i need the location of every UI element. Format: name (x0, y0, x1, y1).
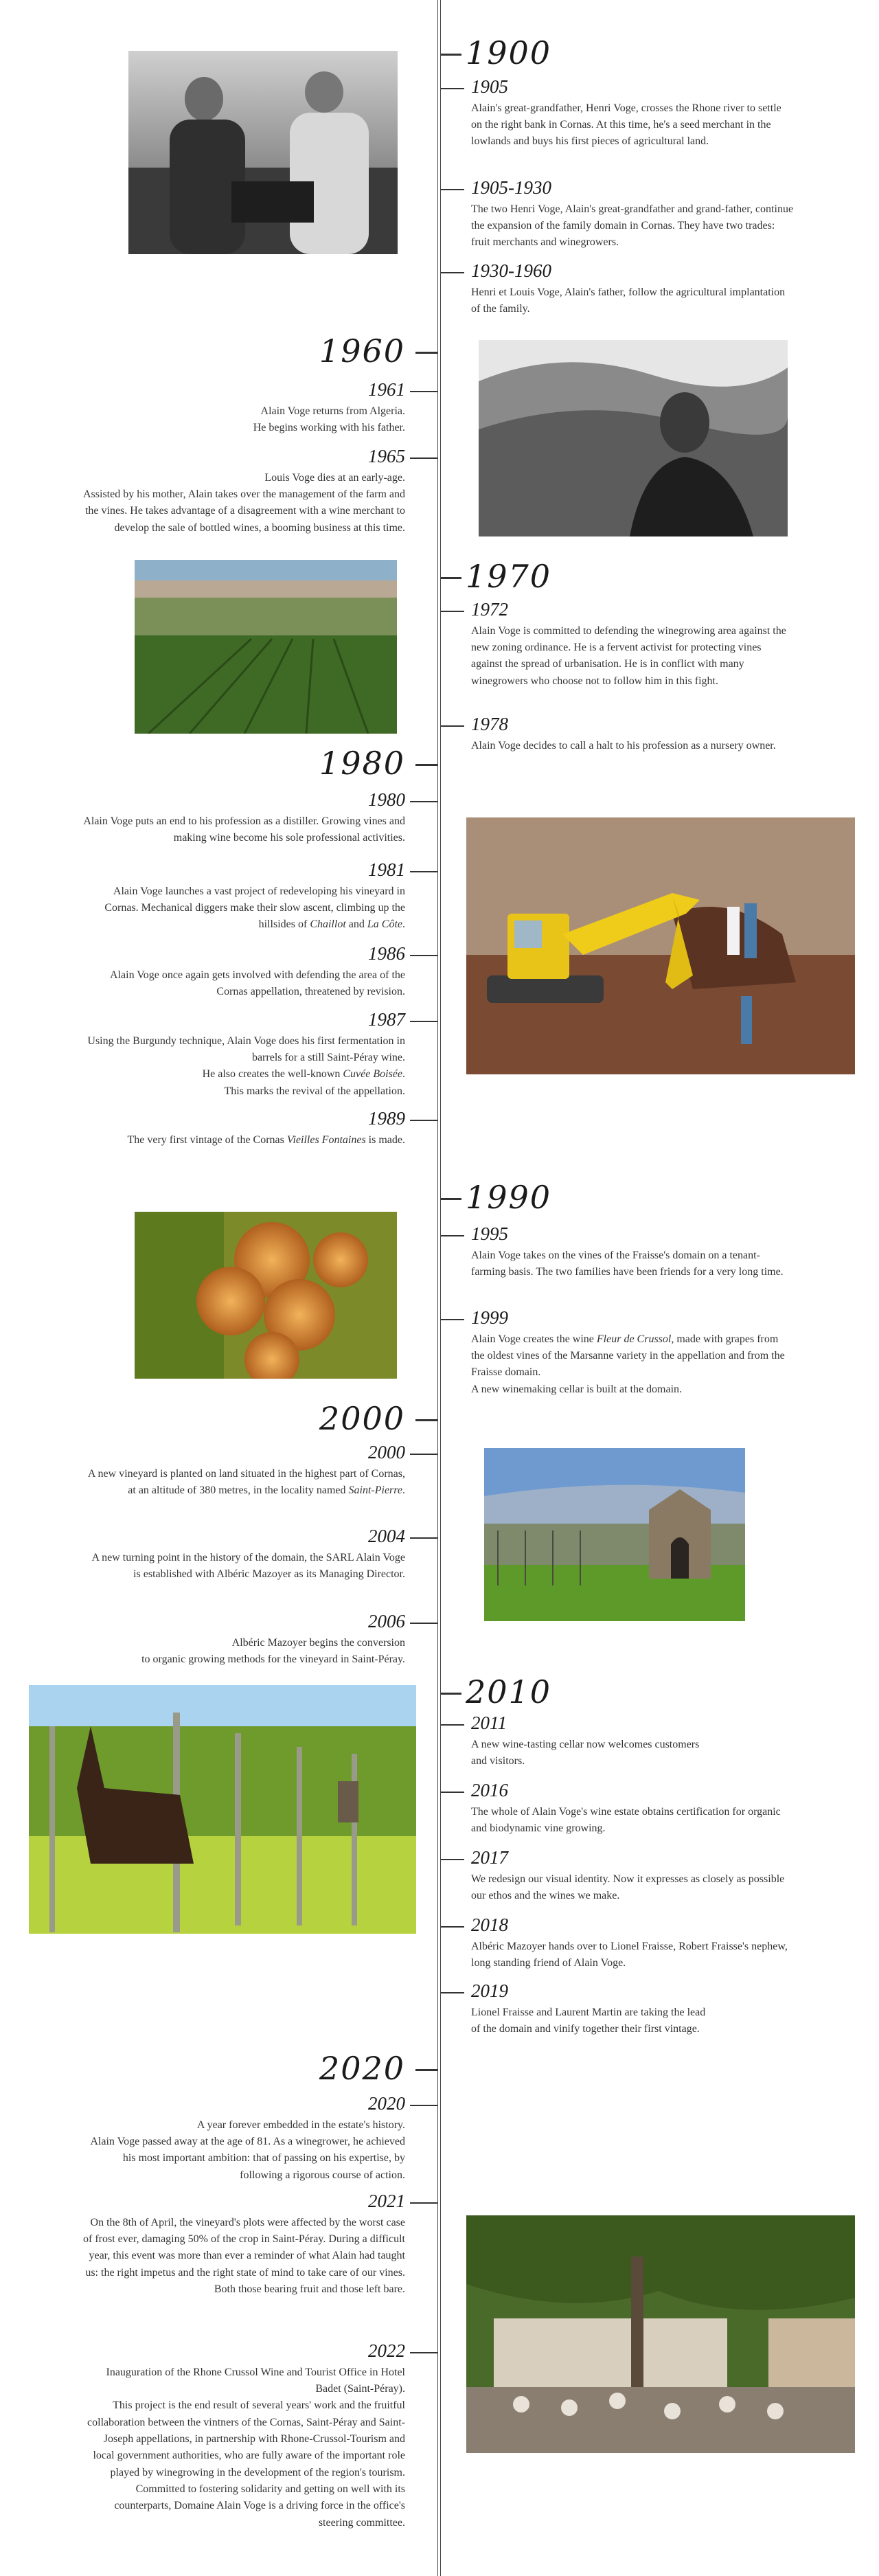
entry-tick (441, 1235, 464, 1236)
photo-terrace-gathering (466, 2215, 855, 2453)
entry-tick (441, 1859, 464, 1860)
entry-tick (410, 2352, 437, 2353)
entry-tick (410, 1537, 437, 1539)
entry-tick (410, 801, 437, 802)
photo-digger-excavation (466, 817, 855, 1074)
entry-1999: 1999 Alain Voge creates the wine Fleur de Crussol, made with grapes from the oldest vines of the Marsanne variety in the appellation and from the Fraisse domain. A new winemaking cellar is built at the domain. (471, 1307, 785, 1395)
entry-tick (441, 1319, 464, 1320)
entry-tick (410, 2105, 437, 2106)
decade-1980: 1980 (319, 745, 405, 782)
entry-tick (441, 1992, 464, 1993)
entry-1905: 1905 Alain's great-grandfather, Henri Voge, crosses the Rhone river to settle on the right bank in Cornas. At this time, he's a seed merchant in the lowlands and buys his first pieces of agricultural land. (471, 77, 794, 150)
entry-2017: 2017 We redesign our visual identity. Now it expresses as closely as possible our ethos and the wines we make. (471, 1847, 785, 1901)
decade-tick (441, 54, 461, 56)
entry-2016: 2016 The whole of Alain Voge's wine estate obtains certification for organic and biodynamic vine growing. (471, 1780, 781, 1834)
entry-tick (410, 1021, 437, 1022)
entry-tick (441, 1926, 464, 1928)
entry-tick (410, 2202, 437, 2204)
entry-1961: 1961 Alain Voge returns from Algeria. He begins working with his father. (253, 379, 405, 433)
photo-grapes-closeup (135, 1212, 397, 1379)
decade-tick (441, 1198, 461, 1200)
decade-tick (415, 1419, 437, 1421)
decade-tick (415, 2069, 437, 2071)
entry-tick (410, 457, 437, 459)
decade-1960: 1960 (319, 332, 405, 370)
entry-1972: 1972 Alain Voge is committed to defending the winegrowing area against the new zoning ordinance. He is a fervent activist for protecting vines against the spread of urbanisation. He is in conflict with many winegrowers who choose not to follow him in this fight. (471, 599, 786, 687)
decade-2020: 2020 (319, 2050, 405, 2087)
entry-year: 1905 (471, 76, 508, 97)
entry-1986: 1986 Alain Voge once again gets involved with defending the area of the Cornas appellation, threatened by revision. (110, 943, 405, 997)
timeline-spine (437, 0, 441, 2576)
entry-1978: 1978 Alain Voge decides to call a halt to his profession as a nursery owner. (471, 714, 776, 752)
entry-2011: 2011 A new wine-tasting cellar now welcomes customers and visitors. (471, 1713, 700, 1767)
entry-1987: 1987 Using the Burgundy technique, Alain Voge does his first fermentation in barrels for a still Saint-Péray wine. He also creates the well-known Cuvée Boisée. This marks the revival of the appellation. (87, 1009, 405, 1097)
decade-1970: 1970 (466, 558, 552, 595)
entry-2019: 2019 Lionel Fraisse and Laurent Martin are taking the lead of the domain and vinify together their first vintage. (471, 1980, 706, 2035)
entry-tick (441, 725, 464, 727)
entry-1980: 1980 Alain Voge puts an end to his profession as a distiller. Growing vines and making wine become his sole professional activities. (83, 789, 405, 844)
decade-1990: 1990 (466, 1179, 552, 1216)
photo-village-vineyard (135, 560, 397, 734)
entry-2022: 2022 Inauguration of the Rhone Crussol Wine and Tourist Office in Hotel Badet (Saint-Péray). This project is the end result of several years' work and the fruitful collaboration between the vintners of the Cornas, Saint-Péray and Saint-Joseph appellations, in partnership with Rhone-Crussol-Tourism and local government authorities, who are fully aware of the important role played by winegrowing in the development of the region's tourism. Committed to fostering solidarity and getting on well with its counterparts, Domaine Alain Voge is a driving force in the office's steering committee. (87, 2340, 405, 2529)
entry-2000: 2000 A new vineyard is planted on land situated in the highest part of Cornas, at an altitude of 380 metres, in the locality named Saint-Pierre. (87, 1442, 405, 1496)
decade-tick (415, 764, 437, 766)
entry-tick (410, 1120, 437, 1121)
entry-1930-1960: 1930-1960 Henri et Louis Voge, Alain's father, follow the agricultural implantation of the family. (471, 260, 786, 315)
entry-tick (441, 611, 464, 612)
entry-tick (441, 1792, 464, 1793)
entry-1989: 1989 The very first vintage of the Cornas Vieilles Fontaines is made. (127, 1108, 405, 1146)
entry-tick (410, 391, 437, 392)
entry-1995: 1995 Alain Voge takes on the vines of the Fraisse's domain on a tenant-farming basis. The two families have been friends for a very long time. (471, 1223, 784, 1278)
entry-2004: 2004 A new turning point in the history of the domain, the SARL Alain Voge is established with Albéric Mazoyer as its Managing Director. (91, 1526, 405, 1580)
entry-tick (410, 955, 437, 956)
entry-2021: 2021 On the 8th of April, the vineyard's plots were affected by the worst case of frost ever, damaging 50% of the crop in Saint-Péray. During a difficult year, this event was more than ever a reminder of what Alain had taught us: the right impetus and the right state of mind to take care of our vines. Both those bearing fruit and those left bare. (82, 2191, 405, 2295)
entry-2020: 2020 A year forever embedded in the estate's history. Alain Voge passed away at the age of 81. As a winegrower, he achieved his most important ambition: that of passing on his expertise, by following a rigorous course of action. (90, 2093, 405, 2181)
photo-two-men-vintage (128, 51, 398, 254)
decade-2010: 2010 (466, 1673, 552, 1710)
entry-tick (410, 871, 437, 872)
entry-1965: 1965 Louis Voge dies at an early-age. Assisted by his mother, Alain takes over the management of the farm and the vines. He takes advantage of a disagreement with a wine merchant to develop the sale of bottled wines, a booming business at this time. (82, 446, 405, 534)
entry-2018: 2018 Albéric Mazoyer hands over to Lionel Fraisse, Robert Fraisse's nephew, long standing friend of Alain Voge. (471, 1914, 788, 1969)
entry-1905-1930: 1905-1930 The two Henri Voge, Alain's great-grandfather and grand-father, continue the expansion of the family domain in Cornas. They have two trades: fruit merchants and winegrowers. (471, 177, 794, 249)
entry-tick (441, 272, 464, 273)
photo-chapel-vineyard (484, 1448, 745, 1621)
decade-tick (441, 577, 461, 579)
entry-tick (410, 1454, 437, 1455)
decade-tick (441, 1693, 461, 1695)
entry-tick (441, 1724, 464, 1726)
entry-2006: 2006 Albéric Mazoyer begins the conversion to organic growing methods for the vineyard in Saint-Péray. (141, 1611, 405, 1665)
photo-man-vineyard (479, 340, 788, 536)
entry-tick (441, 189, 464, 190)
entry-tick (410, 1623, 437, 1624)
photo-horse-vineyard (29, 1685, 416, 1934)
decade-1900: 1900 (466, 34, 552, 71)
entry-tick (441, 88, 464, 89)
decade-tick (415, 352, 437, 354)
decade-2000: 2000 (319, 1400, 405, 1437)
entry-1981: 1981 Alain Voge launches a vast project of redeveloping his vineyard in Cornas. Mechanical diggers make their slow ascent, climbing up the hillsides of Chaillot and La Côte. (104, 859, 405, 931)
